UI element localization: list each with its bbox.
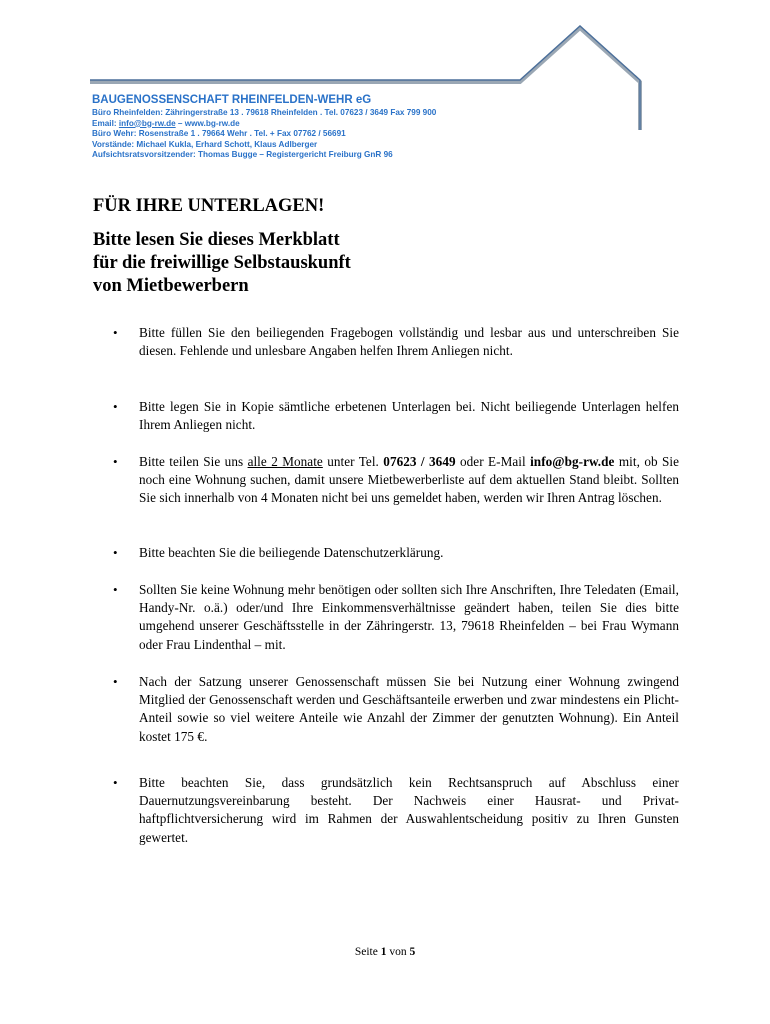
email-address[interactable]: info@bg-rw.de <box>530 454 615 469</box>
bullet-icon: • <box>113 454 118 469</box>
supervisory-board: Aufsichtsratsvorsitzender: Thomas Bugge – Registergericht Freiburg GnR 96 <box>92 150 393 160</box>
board-members: Vorstände: Michael Kukla, Erhard Schott, Klaus Adlberger <box>92 139 318 149</box>
footer-prefix: Seite <box>354 946 381 958</box>
bullet-icon: • <box>113 399 118 414</box>
subheading-line: von Mietbewerbern <box>93 276 249 296</box>
text-segment: oder E-Mail <box>455 454 531 469</box>
text-segment: unter Tel. <box>322 454 384 469</box>
bullet-text <box>139 453 679 508</box>
total-pages: 5 <box>409 946 416 958</box>
letterhead-text <box>92 93 436 161</box>
bullet-text: Sollten Sie keine Wohnung mehr benötigen oder sollten sich Ihre Anschriften, Ihre Teledaten (Email, Handy-Nr. o.ä.) oder/und Ihre Einkommensverhältnisse geändert haben, teilen Sie dies bitte umgehend unserer Geschäftsstelle in der Zähringerstr. 13, 79618 Rheinfelden – bei Frau Wymann oder Frau Lindenthal – mit. <box>139 582 679 652</box>
email-link[interactable]: info@bg-rw.de <box>118 118 176 128</box>
subheading-line: Bitte lesen Sie dieses Merkblatt <box>93 230 340 250</box>
bullet-icon: • <box>113 325 118 340</box>
email-label: Email: <box>92 118 119 128</box>
bullet-text: Bitte füllen Sie den beiliegenden Fragebogen vollständig und lesbar aus und unterschreiben Sie diesen. Fehlende und unlesbare Angaben helfen Ihrem Anliegen nicht. <box>139 325 679 359</box>
text-segment: Bitte teilen Sie uns <box>139 454 248 469</box>
bullet-text: Bitte beachten Sie die beiliegende Datenschutzerklärung. <box>139 545 444 560</box>
bullet-icon: • <box>113 775 118 790</box>
text-segment: mit, ob Sie noch eine Wohnung suchen, damit unsere Mietbewerberliste auf dem aktuellen Stand bleibt. Sollten Sie sich innerhalb von 4 Monaten nicht bei uns gemeldet haben, werden wir Ihren Antrag löschen. <box>139 454 680 506</box>
interval-underlined: alle 2 Monate <box>247 454 323 469</box>
office-rheinfelden: Büro Rheinfelden: Zähringerstraße 13 . 79618 Rheinfelden . Tel. 07623 / 3649 Fax 799 900 <box>92 108 437 117</box>
phone-number: 07623 / 3649 <box>383 454 456 469</box>
bullet-icon: • <box>113 674 118 689</box>
page-footer <box>0 946 770 958</box>
page-heading: FÜR IHRE UNTERLAGEN! <box>93 196 325 216</box>
current-page-number: 1 <box>380 946 387 958</box>
website-text: – www.bg-rw.de <box>175 118 240 128</box>
footer-middle: von <box>386 946 410 958</box>
email-line <box>92 119 436 130</box>
bullet-text: Bitte beachten Sie, dass grundsätzlich kein Rechtsanspruch auf Abschluss einer Dauernutzungsvereinbarung besteht. Der Nachweis einer Hausrat- und Privat-haftpflichtversicherung wird im Rahmen der Auswahlentscheidung positiv zu Ihren Gunsten gewertet. <box>139 775 679 845</box>
subheading-line: für die freiwillige Selbstauskunft <box>93 253 351 273</box>
company-name: BAUGENOSSENSCHAFT RHEINFELDEN-WEHR eG <box>92 94 372 106</box>
bullet-icon: • <box>113 545 118 560</box>
page-subheading <box>93 229 613 298</box>
letterhead <box>0 0 770 180</box>
bullet-text: Nach der Satzung unserer Genossenschaft müssen Sie bei Nutzung einer Wohnung zwingend Mitglied der Genossenschaft werden und Geschäftsanteile erwerben und zwar mindestens ein Plicht-Anteil sowie so viel weitere Anteile wie Anzahl der Zimmer der genutzten Wohnung). Ein Anteil kostet 175 €. <box>139 674 679 744</box>
bullet-icon: • <box>113 582 118 597</box>
bullet-text: Bitte legen Sie in Kopie sämtliche erbetenen Unterlagen bei. Nicht beiliegende Unterlagen helfen Ihrem Anliegen nicht. <box>139 399 679 433</box>
office-wehr: Büro Wehr: Rosenstraße 1 . 79664 Wehr . Tel. + Fax 07762 / 56691 <box>92 129 346 139</box>
